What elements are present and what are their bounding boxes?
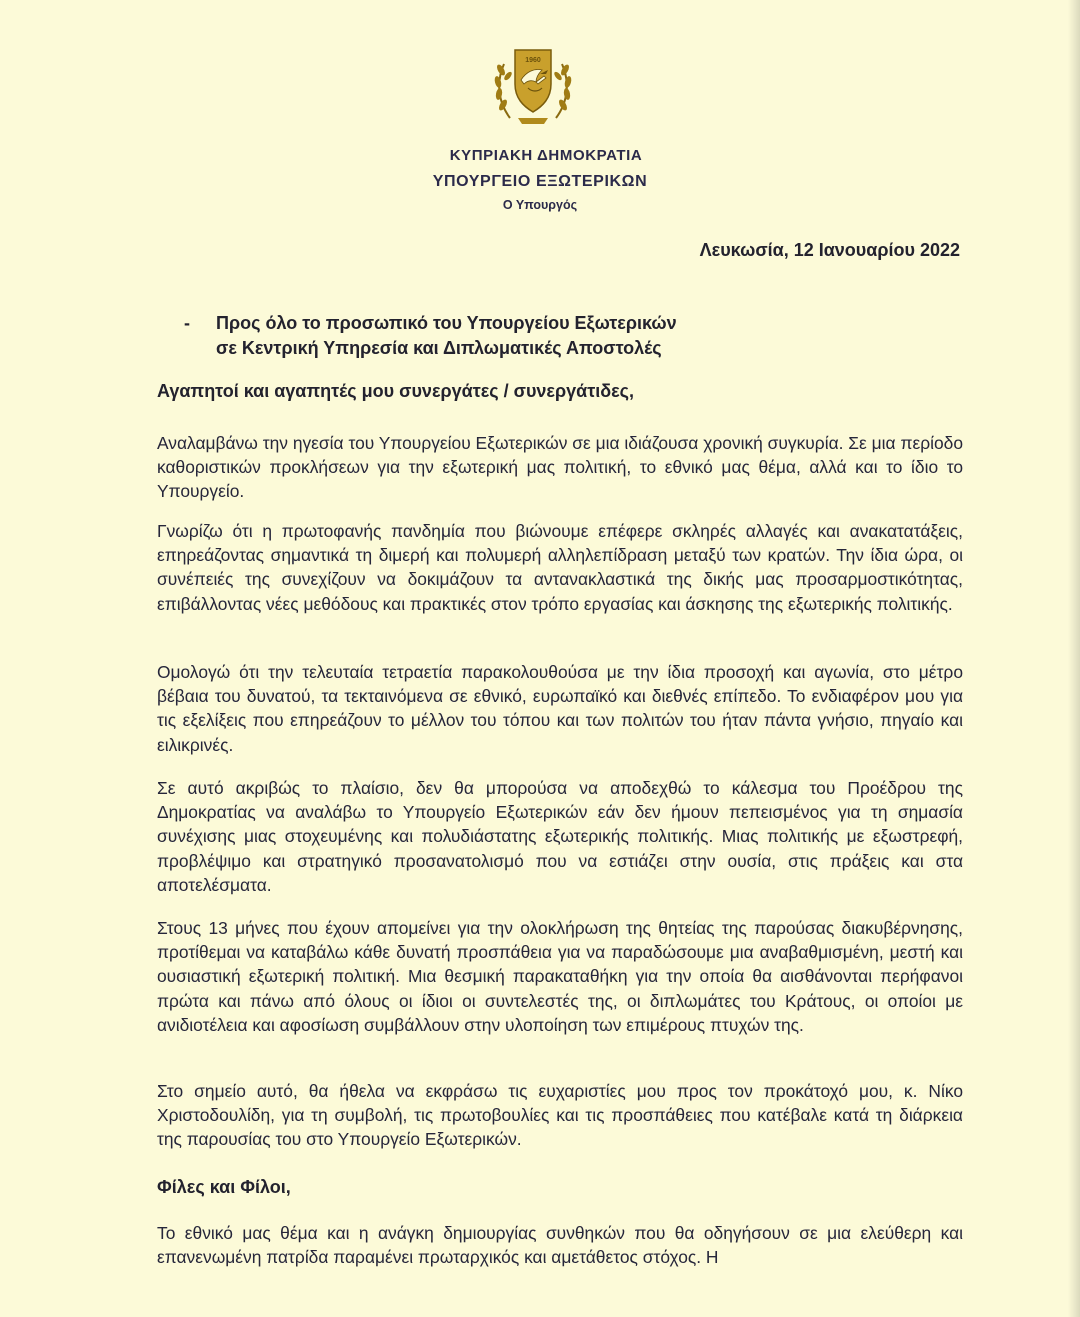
body-paragraph: Γνωρίζω ότι η πρωτοφανής πανδημία που βιώνουμε επέφερε σκληρές αλλαγές και ανακατατάξεις, επηρεάζοντας σημαντικά τη διμερή και πολυμερή αλληλεπίδραση μεταξύ των κρατών. Την ίδια ώρα, οι συνέπειές της συνεχίζουν να δοκιμάζουν τα αντανακλαστικά της δικής μας προσαρμοστικότητας, επιβάλλοντας νέες μεθόδους και πρακτικές στον τρόπο εργασίας και άσκησης της εξωτερικής πολιτικής. <box>157 521 963 614</box>
recipient-dash: - <box>184 313 190 333</box>
header-minister: Ο Υπουργός <box>502 198 578 212</box>
cyprus-coat-of-arms-icon <box>488 40 578 130</box>
body-paragraph-final: Το εθνικό μας θέμα και η ανάγκη δημιουργίας συνθηκών που θα οδηγήσουν σε μια ελεύθερη και επανενωμένη πατρίδα παραμένει πρωταρχικός και αμετάθετος στόχος. Η <box>157 1223 963 1268</box>
body-paragraph: Στους 13 μήνες που έχουν απομείνει για την ολοκλήρωση της θητείας της παρούσας διακυβέρνησης, προτίθεμαι να καταβάλω κάθε δυνατή προσπάθεια για να παραδώσουμε μια αναβαθμισμένη, μεστή και ουσιαστική εξωτερική πολιτική. Μια θεσμική παρακαταθήκη για την οποία θα αισθάνονται περήφανοι πρώτα και πάνω από όλους οι ίδιοι οι συντελεστές της, οι διπλωμάτες του Κράτους, οι οποίοι με ανιδιοτέλεια και αφοσίωση συμβάλλουν στην υλοποίηση των επιμέρους πτυχών της. <box>157 918 963 1035</box>
salutation: Αγαπητοί και αγαπητές μου συνεργάτες / συνεργάτιδες, <box>157 381 635 401</box>
recipient-line-2: σε Κεντρική Υπηρεσία και Διπλωματικές Αποστολές <box>216 338 662 358</box>
body-paragraph: Αναλαμβάνω την ηγεσία του Υπουργείου Εξωτερικών σε μια ιδιάζουσα χρονική συγκυρία. Σε μια περίοδο καθοριστικών προκλήσεων για την εξωτερική μας πολιτική, το εθνικό μας θέμα, αλλά και το ίδιο το Υπουργείο. <box>157 433 963 502</box>
body-paragraph: Σε αυτό ακριβώς το πλαίσιο, δεν θα μπορούσα να αποδεχθώ το κάλεσμα του Προέδρου της Δημοκρατίας να αναλάβω το Υπουργείο Εξωτερικών εάν δεν ήμουν πεπεισμένος για τη σημασία συνέχισης μιας στοχευμένης και πολυδιάστατης εξωτερικής πολιτικής. Μιας πολιτικής με εξωστρεφή, προβλέψιμο και στρατηγικό προσανατολισμό που να εστιάζει στην ουσία, στις πράξεις και στα αποτελέσματα. <box>157 778 963 895</box>
header-ministry: ΥΠΟΥΡΓΕΙΟ ΕΞΩΤΕΡΙΚΩΝ <box>432 173 648 190</box>
salutation-friends: Φίλες και Φίλοι, <box>157 1177 291 1197</box>
letter-date: Λευκωσία, 12 Ιανουαρίου 2022 <box>699 240 960 260</box>
recipient-line-1: Προς όλο το προσωπικό του Υπουργείου Εξωτερικών <box>216 313 677 333</box>
page-edge-shadow <box>1068 0 1080 1317</box>
body-paragraph: Ομολογώ ότι την τελευταία τετραετία παρακολουθούσα με την ίδια προσοχή και αγωνία, στο μέτρο βέβαια του δυνατού, τα τεκταινόμενα σε εθνικό, ευρωπαϊκό και διεθνές επίπεδο. Το ενδιαφέρον μου για τις εξελίξεις που επηρεάζουν το μέλλον του τόπου και των πολιτών του ήταν πάντα γνήσιο, πηγαίο και ειλικρινές. <box>157 662 963 755</box>
svg-text:1960: 1960 <box>525 57 541 64</box>
header-republic: ΚΥΠΡΙΑΚΗ ΔΗΜΟΚΡΑΤΙΑ <box>449 147 643 164</box>
body-paragraph: Στο σημείο αυτό, θα ήθελα να εκφράσω τις ευχαριστίες μου προς τον προκάτοχό μου, κ. Νίκο Χριστοδουλίδη, για τη συμβολή, τις πρωτοβουλίες και τις προσπάθειες που κατέβαλε κατά τη διάρκεια της παρουσίας του στο Υπουργείο Εξωτερικών. <box>157 1081 963 1150</box>
